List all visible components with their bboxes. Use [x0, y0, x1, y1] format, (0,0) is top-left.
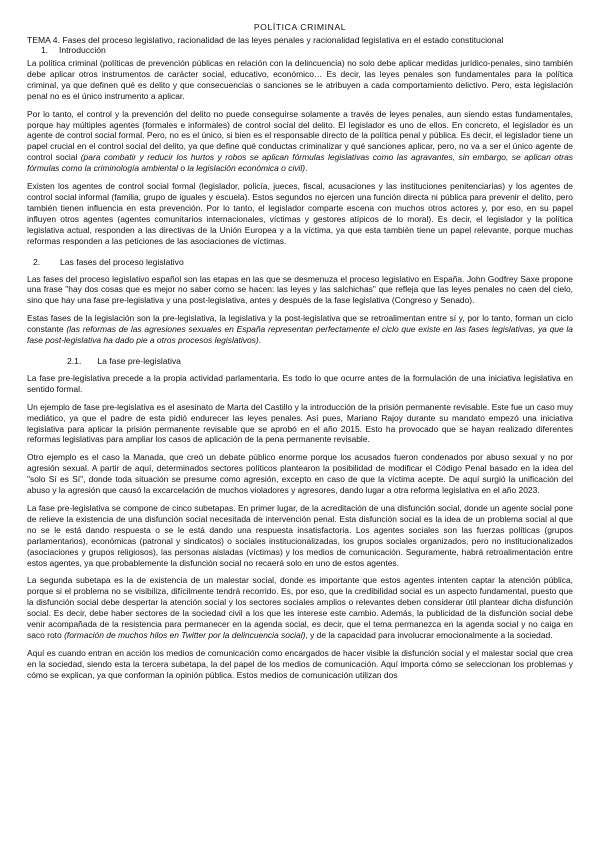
paragraph-text: Estas fases de la legislación son la pre-legislativa, la legislativa y la post-legislativa que se retroalimentan entre sí y, por lo tanto, forman un ciclo constante [27, 313, 573, 335]
subsection-title: La fase pre-legislativa [97, 355, 181, 366]
section-title: Las fases del proceso legislativo [60, 256, 184, 267]
paragraph-text: . [305, 163, 308, 174]
paragraph: La política criminal (políticas de prevención públicas en relación con la delincuencia) no solo debe aplicar medidas jurídico-penales, sino también debe aplicar otros instrumentos de carácter social, educativo, económico… Es decir, las leyes penales son fundamentales para la política criminal, ya que definen qué es delito y que consecuencias o sanciones se le atribuyen a cada comportamiento delictivo. Pero, esta legislación penal no es el único instrumento a aplicar. [27, 58, 573, 101]
paragraph-text: . [258, 335, 262, 346]
paragraph-example: (las reformas de las agresiones sexuales en España representan perfectamente el ciclo que existe en las fases legislativas, ya que la fase post-legislativa ha dado pie a otros procesos legislativos) [27, 324, 573, 346]
section-heading-introduction [27, 45, 573, 55]
paragraph: Un ejemplo de fase pre-legislativa es el asesinato de Marta del Castillo y la introducción de la prisión permanente revisable. Este fue un caso muy mediático, ya que el padre de esta pidió endurecer las leyes penales. Así pues, Mariano Rajoy durante su mandato empezó una iniciativa legislativa para aplicar la prisión permanente revisable que se aprobó en el año 2015. Esto ha provocado que se hayan realizado diferentes reformas legislativas para ampliar los casos de aplicación de la pena permanente revisable. [27, 401, 573, 445]
section-heading-phases [27, 257, 573, 267]
subsection-heading-pre-legislative [27, 356, 573, 366]
document-title: POLÍTICA CRIMINAL [253, 22, 347, 32]
section-number: 2. [33, 256, 41, 267]
paragraph [27, 109, 573, 174]
paragraph: La fase pre-legislativa precede a la propia actividad parlamentaria. Es todo lo que ocurre antes de la formulación de una iniciativa legislativa en sentido formal. [27, 372, 573, 394]
topic-subtitle: TEMA 4. Fases del proceso legislativo, racionalidad de las leyes penales y racionalidad legislativa en el estado constitucional [27, 35, 504, 45]
paragraph: Existen los agentes de control social formal (legislador, policía, jueces, fiscal, acusaciones y las instituciones penitenciarias) y los agentes de control social informal (familia, grupo de iguales y escuela). Estos segundos no ejercen una función directa ni pública para prevenir el delito, pero también tienen influencia en esta prevención. Por lo tanto, el legislador comparte escena con muchos otros actores y, por eso, en su papel influyen otros agentes (agentes comunitarios internacionales, víctimas y gestores atípicos de lo moral). Es decir, el legislador y la política legislativa actual, responden a las directivas de la Unión Europea y a la víctima, ya que esta también tiene un papel relevante, porque muchas reformas responden a las peticiones de las asociaciones de víctimas. [27, 181, 573, 246]
section-title: Introducción [59, 45, 106, 55]
paragraph-example: (formación de muchos hilos en Twitter por la delincuencia social) [64, 629, 306, 640]
paragraph: Aquí es cuando entran en acción los medios de comunicación como encargados de hacer visible la disfunción social y el malestar social que crea en la sociedad, siendo esta la tercera subetapa, la del papel de los medios de comunicación. Aquí importa cómo se seleccionan los problemas y cómo se explican, ya que conforman la opinión pública. Estos medios de comunicación utilizan dos [27, 647, 573, 680]
document-page [27, 22, 573, 688]
paragraph-text: Por lo tanto, el control y la prevención del delito no puede conseguirse solamente a través de leyes penales, aun siendo estas fundamentales, porque hay múltiples agentes (formales e informales) de control social del delito. El legislador es uno de ellos. En concreto, el legislador es un agente de control social formal. Pero, no es el único, si bien es el responsable directo de la política penal y pública. Es decir, el legislador tiene un papel crucial en el control social del delito, ya que define qué conductas criminalizar y qué sanciones aplicar, pero, no va a ser el único agente de control social [27, 108, 573, 163]
paragraph [27, 313, 573, 346]
paragraph: Otro ejemplo es el caso la Manada, que creó un debate público enorme porque los acusados fueron condenados por abuso sexual y no por agresión sexual. A partir de aquí, determinados sectores políticos plantearon la posibilidad de modificar el Código Penal basado en la idea del "solo Sí es Sí", donde toda situación se presume como agresión, excepto en caso de que la víctima acepte. De aquí surgió la unificación del abuso y la agresión que causó la excarcelación de muchos violadores y agresores, dando lugar a otra reforma legislativa en el año 2023. [27, 452, 573, 496]
paragraph-text: , y de la capacidad para involucrar emocionalmente a la sociedad. [305, 629, 553, 640]
paragraph-example: (para combatir y reducir los hurtos y robos se aplican fórmulas legislativas como las agravantes, sin embargo, se aplican otras fórmulas como la criminología ambiental o la legislación económica o civil) [27, 152, 573, 174]
section-number: 1. [40, 45, 48, 55]
paragraph-text: La segunda subetapa es la de existencia de un malestar social, donde es importante que estos agentes intenten captar la atención pública, porque si el problema no se visibiliza, difícilmente tendrá recorrido. Es, por eso, que la credibilidad social es un aspecto fundamental, puesto que la disfunción social debe despertar la atención social y los sectores sociales amplios o relevantes deben considerar útil plantear dicha disfunción social. Es decir, debe haber sectores de la sociedad civil a los que les interese este cambio. Además, la publicidad de la disfunción social debe venir acompañada de la resistencia para permanecer en la agenda social, es decir, que el tema permanezca en la agenda social y no caiga en saco roto [27, 575, 573, 640]
paragraph [27, 575, 573, 640]
subsection-number: 2.1. [67, 355, 82, 366]
paragraph: Las fases del proceso legislativo español son las etapas en las que se desmenuza el proceso legislativo en España. John Godfrey Saxe propone una frase "hay dos cosas que es mejor no saber como se hacen: las leyes y las salchichas" que refleja que las leyes penales no caen del cielo, sino que hay una fase pre-legislativa y una post-legislativa, antes y después de la fase legislativa (Congreso y Senado). [27, 273, 573, 306]
paragraph: La fase pre-legislativa se compone de cinco subetapas. En primer lugar, de la acreditación de una disfunción social, donde un agente social pone de relieve la existencia de una disfunción social necesitada de intervención penal. Esta disfunción social es la idea de un problema social al que no se le está dando respuesta o se le está dando una respuesta insatisfactoria. Los agentes sociales son las fuerzas políticas (grupos parlamentarios), económicas (patronal y sindicatos) o sociales institucionalizadas, los grupos sociales organizados, pero no institucionalizados (asociaciones y grupos religiosos), las personas aisladas (víctimas) y los medios de comunicación. Seguramente, habrá retroalimentación entre estos agentes, ya que probablemente la disfunción social no recaerá solo en uno de estos agentes. [27, 503, 573, 568]
